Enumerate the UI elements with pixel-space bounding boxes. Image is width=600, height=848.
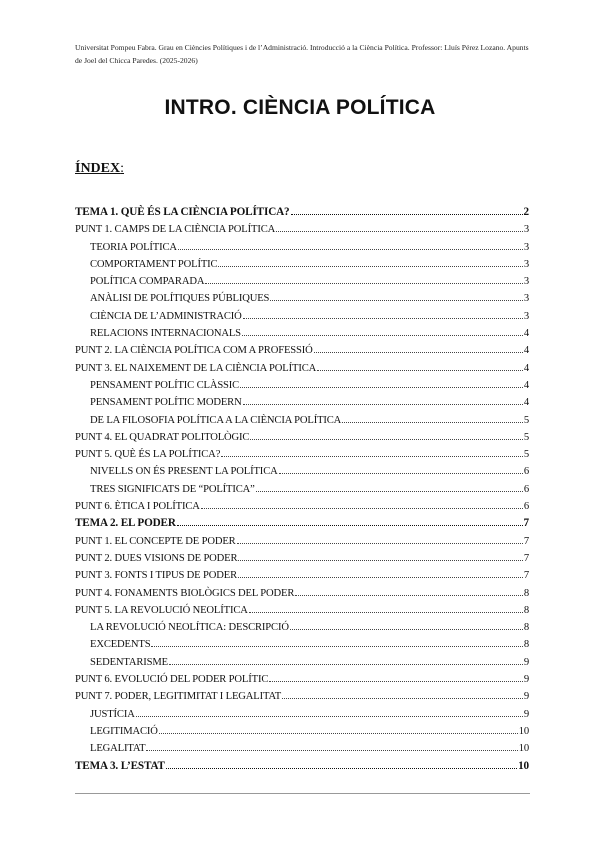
toc-entry-subsection[interactable] [75,258,529,275]
toc-leader-dots [250,431,523,440]
toc-entry-page-number: 9 [523,691,529,703]
toc-entry-label: PUNT 1. CAMPS DE LA CIÈNCIA POLÍTICA [75,224,276,236]
toc-entry-label: PUNT 6. EVOLUCIÓ DEL PODER POLÍTIC [75,674,269,686]
toc-entry-punt[interactable] [75,569,529,586]
toc-leader-dots [238,552,522,561]
toc-entry-page-number: 4 [523,379,529,391]
toc-entry-page-number: 10 [518,725,529,737]
toc-entry-subsection[interactable] [75,656,529,673]
toc-entry-page-number: 7 [523,517,529,530]
toc-entry-label: PUNT 2. DUES VISIONS DE PODER [75,552,238,564]
toc-entry-label: PUNT 2. LA CIÈNCIA POLÍTICA COM A PROFESSIÓ [75,345,313,357]
toc-entry-punt[interactable] [75,535,529,552]
toc-entry-subsection[interactable] [75,638,529,655]
toc-entry-tema[interactable] [75,206,529,223]
toc-entry-page-number: 10 [518,743,529,755]
toc-entry-subsection[interactable] [75,292,529,309]
toc-leader-dots [342,414,523,423]
toc-entry-punt[interactable] [75,362,529,379]
toc-entry-subsection[interactable] [75,621,529,638]
toc-entry-page-number: 7 [523,535,529,547]
toc-entry-label: SEDENTARISME [90,656,168,668]
toc-entry-label: PUNT 1. EL CONCEPTE DE PODER [75,535,236,547]
toc-entry-label: LA REVOLUCIÓ NEOLÍTICA: DESCRIPCIÓ [90,622,289,634]
toc-leader-dots [249,604,523,613]
toc-entry-subsection[interactable] [75,742,529,759]
toc-entry-label: TRES SIGNIFICATS DE “POLÍTICA” [90,483,255,495]
toc-entry-page-number: 7 [523,552,529,564]
toc-leader-dots [290,621,523,630]
toc-leader-dots [282,690,523,699]
toc-leader-dots [242,327,523,336]
toc-entry-page-number: 7 [523,570,529,582]
toc-entry-page-number: 8 [523,639,529,651]
document-header: Universitat Pompeu Fabra. Grau en Ciències Polítiques i de l’Administració. Introducció a la Ciència Política. Professor: Lluís Pérez Lozano. Apunts de Joel del Chicca Paredes. (2025-2026) [75,43,529,65]
toc-leader-dots [243,310,523,319]
toc-leader-dots [314,344,523,353]
toc-entry-label: COMPORTAMENT POLÍTIC [90,258,218,270]
toc-leader-dots [269,673,523,682]
toc-entry-label: PUNT 3. FONTS I TIPUS DE PODER [75,570,237,582]
toc-entry-page-number: 4 [523,362,529,374]
toc-entry-label: LEGALITAT [90,743,146,755]
toc-entry-label: RELACIONS INTERNACIONALS [90,328,241,340]
toc-entry-page-number: 10 [518,759,529,772]
toc-entry-page-number: 3 [523,241,529,253]
document-title: INTRO. CIÈNCIA POLÍTICA [164,96,436,119]
toc-entry-page-number: 6 [523,483,529,495]
toc-leader-dots [317,362,523,371]
toc-entry-label: TEORIA POLÍTICA [90,241,177,253]
toc-entry-subsection[interactable] [75,327,529,344]
toc-entry-tema[interactable] [75,760,529,777]
toc-leader-dots [218,258,522,267]
toc-entry-subsection[interactable] [75,310,529,327]
toc-entry-label: CIÈNCIA DE L’ADMINISTRACIÓ [90,310,242,322]
toc-leader-dots [136,708,523,717]
toc-leader-dots [177,517,523,526]
toc-leader-dots [151,638,522,647]
toc-leader-dots [295,587,523,596]
toc-entry-label: DE LA FILOSOFIA POLÍTICA A LA CIÈNCIA POLÍTICA [90,414,342,426]
table-of-contents [75,206,529,777]
toc-entry-subsection[interactable] [75,379,529,396]
toc-entry-label: PUNT 5. QUÈ ÉS LA POLÍTICA? [75,449,221,461]
toc-leader-dots [291,206,523,215]
toc-entry-page-number: 9 [523,656,529,668]
toc-entry-page-number: 9 [523,708,529,720]
toc-entry-page-number: 6 [523,466,529,478]
toc-entry-punt[interactable] [75,500,529,517]
toc-entry-page-number: 5 [523,414,529,426]
toc-leader-dots [256,483,523,492]
toc-entry-page-number: 8 [523,604,529,616]
toc-entry-label: PENSAMENT POLÍTIC MODERN [90,397,242,409]
toc-entry-label: PUNT 6. ÈTICA I POLÍTICA [75,501,200,513]
toc-entry-label: TEMA 2. EL PODER [75,517,176,530]
toc-entry-tema[interactable] [75,517,529,534]
toc-entry-label: PUNT 3. EL NAIXEMENT DE LA CIÈNCIA POLÍTICA [75,362,317,374]
toc-entry-punt[interactable] [75,431,529,448]
toc-entry-page-number: 4 [523,345,529,357]
toc-entry-subsection[interactable] [75,396,529,413]
toc-entry-label: PUNT 4. EL QUADRAT POLITOLÒGIC [75,431,250,443]
toc-leader-dots [243,396,523,405]
toc-entry-page-number: 3 [523,224,529,236]
toc-entry-subsection[interactable] [75,275,529,292]
toc-entry-label: PUNT 4. FONAMENTS BIOLÒGICS DEL PODER [75,587,295,599]
toc-leader-dots [146,742,517,751]
toc-entry-page-number: 8 [523,622,529,634]
index-heading-colon: : [120,161,125,176]
toc-entry-subsection[interactable] [75,708,529,725]
toc-entry-punt[interactable] [75,448,529,465]
index-heading-text: ÍNDEX [75,161,121,176]
toc-entry-label: PENSAMENT POLÍTIC CLÀSSIC [90,379,240,391]
toc-entry-page-number: 3 [523,276,529,288]
toc-entry-label: TEMA 1. QUÈ ÉS LA CIÈNCIA POLÍTICA? [75,206,290,218]
footer-divider [75,793,530,794]
toc-entry-label: LEGITIMACIÓ [90,725,158,737]
toc-entry-label: PUNT 7. PODER, LEGITIMITAT I LEGALITAT [75,691,282,703]
toc-entry-page-number: 4 [523,397,529,409]
toc-leader-dots [237,535,523,544]
toc-entry-page-number: 6 [523,501,529,513]
toc-entry-label: POLÍTICA COMPARADA [90,276,205,288]
toc-leader-dots [159,725,518,734]
toc-leader-dots [276,223,523,232]
toc-entry-subsection[interactable] [75,465,529,482]
toc-entry-label: TEMA 3. L’ESTAT [75,759,165,772]
toc-entry-page-number: 2 [523,206,529,218]
toc-entry-subsection[interactable] [75,241,529,258]
toc-entry-page-number: 9 [523,674,529,686]
toc-leader-dots [279,465,523,474]
toc-leader-dots [240,379,523,388]
toc-leader-dots [205,275,523,284]
toc-leader-dots [178,241,523,250]
toc-entry-page-number: 5 [523,449,529,461]
toc-leader-dots [238,569,523,578]
toc-entry-punt[interactable] [75,604,529,621]
toc-entry-punt[interactable] [75,673,529,690]
toc-entry-page-number: 8 [523,587,529,599]
toc-entry-label: PUNT 5. LA REVOLUCIÓ NEOLÍTICA [75,604,248,616]
toc-entry-label: JUSTÍCIA [90,708,135,720]
toc-entry-subsection[interactable] [75,725,529,742]
toc-entry-page-number: 3 [523,293,529,305]
toc-entry-page-number: 5 [523,431,529,443]
toc-entry-subsection[interactable] [75,414,529,431]
toc-entry-punt[interactable] [75,690,529,707]
toc-entry-label: ANÀLISI DE POLÍTIQUES PÚBLIQUES [90,293,270,305]
toc-leader-dots [169,656,523,665]
toc-entry-page-number: 3 [523,258,529,270]
toc-entry-label: EXCEDENTS [90,639,151,651]
toc-entry-punt[interactable] [75,223,529,240]
toc-entry-punt[interactable] [75,587,529,604]
toc-entry-subsection[interactable] [75,483,529,500]
toc-entry-punt[interactable] [75,344,529,361]
toc-leader-dots [221,448,523,457]
index-heading [75,161,124,177]
toc-leader-dots [166,760,517,769]
toc-entry-page-number: 4 [523,328,529,340]
toc-entry-label: NIVELLS ON ÉS PRESENT LA POLÍTICA [90,466,278,478]
toc-leader-dots [270,292,523,301]
toc-leader-dots [201,500,523,509]
toc-entry-page-number: 3 [523,310,529,322]
toc-entry-punt[interactable] [75,552,529,569]
